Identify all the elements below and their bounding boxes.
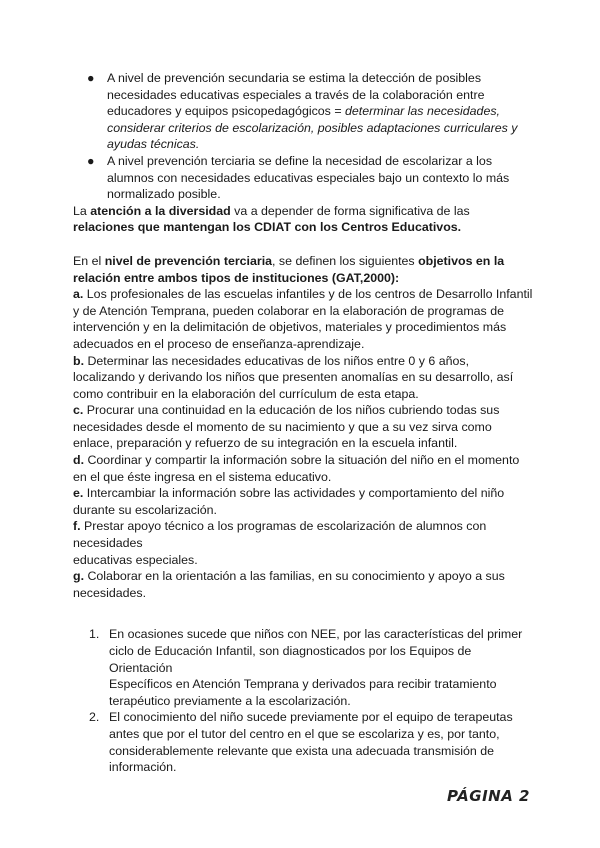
- objective-text: Colaborar en la orientación a las familias, en su conocimiento y apoyo a sus necesidades.: [73, 569, 505, 600]
- document-page: [73, 70, 533, 776]
- objective-item: [73, 402, 533, 452]
- objective-item: [73, 568, 533, 601]
- diversity-paragraph: [73, 203, 533, 236]
- bullet-marker: ●: [87, 153, 95, 168]
- numbered-item: [89, 709, 533, 775]
- objective-item: [73, 518, 533, 551]
- item-text: El conocimiento del niño sucede previamente por el equipo de terapeutas antes que por el tutor del centro en el que se escolariza y es, por tanto, considerablemente relevante que exista una adecuada transmisión de información.: [109, 710, 513, 775]
- text-run: La: [73, 203, 91, 218]
- numbered-list: [73, 626, 533, 775]
- objective-item-continued: educativas especiales.: [73, 552, 198, 567]
- objective-text: Los profesionales de las escuelas infantiles y de los centros de Desarrollo Infantil y de Atención Temprana, pueden colaborar en la elaboración de programas de intervención y en la delimitación de objetivos, materiales y procedimientos más adecuados en el proceso de enseñanza-aprendizaje.: [73, 287, 533, 351]
- bullet-marker: ●: [87, 71, 95, 85]
- objective-letter: a.: [73, 287, 84, 302]
- bullet-text: A nivel prevención terciaria se define la necesidad de escolarizar a los alumnos con necesidades educativas especiales bajo un contexto lo más normalizado posible.: [107, 153, 510, 202]
- objective-letter: d.: [73, 453, 85, 468]
- bold-run: nivel de prevención terciaria: [104, 253, 273, 268]
- objective-item: [73, 353, 533, 403]
- item-number: 1.: [89, 627, 100, 642]
- objective-item: [73, 485, 533, 518]
- prevention-bullets: [73, 70, 533, 203]
- bullet-text: A nivel de prevención secundaria se estima la detección de posibles necesidades educativas especiales a través de la colaboración entre educadores y equipos psicopedagógicos =: [107, 71, 485, 119]
- bullet-italic: determinar las necesidades, considerar criterios de escolarización, posibles adaptaciones curriculares y ayudas técnicas.: [107, 104, 518, 152]
- text-run: En el: [73, 253, 105, 268]
- bullet-tertiary: [87, 153, 533, 203]
- bold-run: relaciones que mantengan los CDIAT con los Centros Educativos.: [73, 220, 462, 235]
- objective-letter: f.: [73, 519, 81, 534]
- item-text: En ocasiones sucede que niños con NEE, por las características del primer ciclo de Educación Infantil, son diagnosticados por los Equipos de Orientación: [109, 627, 523, 675]
- objective-text: Determinar las necesidades educativas de los niños entre 0 y 6 años, localizando y derivando los niños que presenten anomalías en su desarrollo, así como contribuir en la elaboración del currículum de esta etapa.: [73, 353, 514, 401]
- objective-letter: g.: [73, 569, 85, 584]
- objective-letter: b.: [73, 353, 85, 368]
- objective-item: [73, 286, 533, 352]
- item-text-continued: Específicos en Atención Temprana y derivados para recibir tratamiento terapéutico previamente a la escolarización.: [109, 677, 497, 708]
- numbered-item: [89, 626, 533, 709]
- objective-text: Coordinar y compartir la información sobre la situación del niño en el momento en el que éste ingresa en el sistema educativo.: [73, 453, 520, 484]
- objective-text: Prestar apoyo técnico a los programas de escolarización de alumnos con necesidades: [73, 519, 487, 551]
- bold-run: objetivos en la relación entre ambos tipos de instituciones (GAT,2000):: [73, 253, 505, 285]
- objectives-intro: [73, 253, 533, 286]
- text-run: , se definen los siguientes: [272, 253, 419, 268]
- item-number: 2.: [89, 710, 100, 725]
- objective-letter: c.: [73, 403, 84, 418]
- page-number: PÁGINA 2: [447, 787, 530, 805]
- bold-run: atención a la diversidad: [90, 203, 231, 218]
- objective-item: [73, 452, 533, 485]
- objective-letter: e.: [73, 486, 84, 501]
- objective-text: Procurar una continuidad en la educación de los niños cubriendo todas sus necesidades desde el momento de su nacimiento y que a su vez sirva como enlace, preparación y refuerzo de su integración en la escuela infantil.: [73, 403, 500, 451]
- objectives-list: [73, 286, 533, 601]
- bullet-secondary: [87, 70, 533, 153]
- text-run: va a depender de forma significativa de las: [230, 203, 470, 218]
- objective-text: Intercambiar la información sobre las actividades y comportamiento del niño durante su escolarización.: [73, 486, 505, 517]
